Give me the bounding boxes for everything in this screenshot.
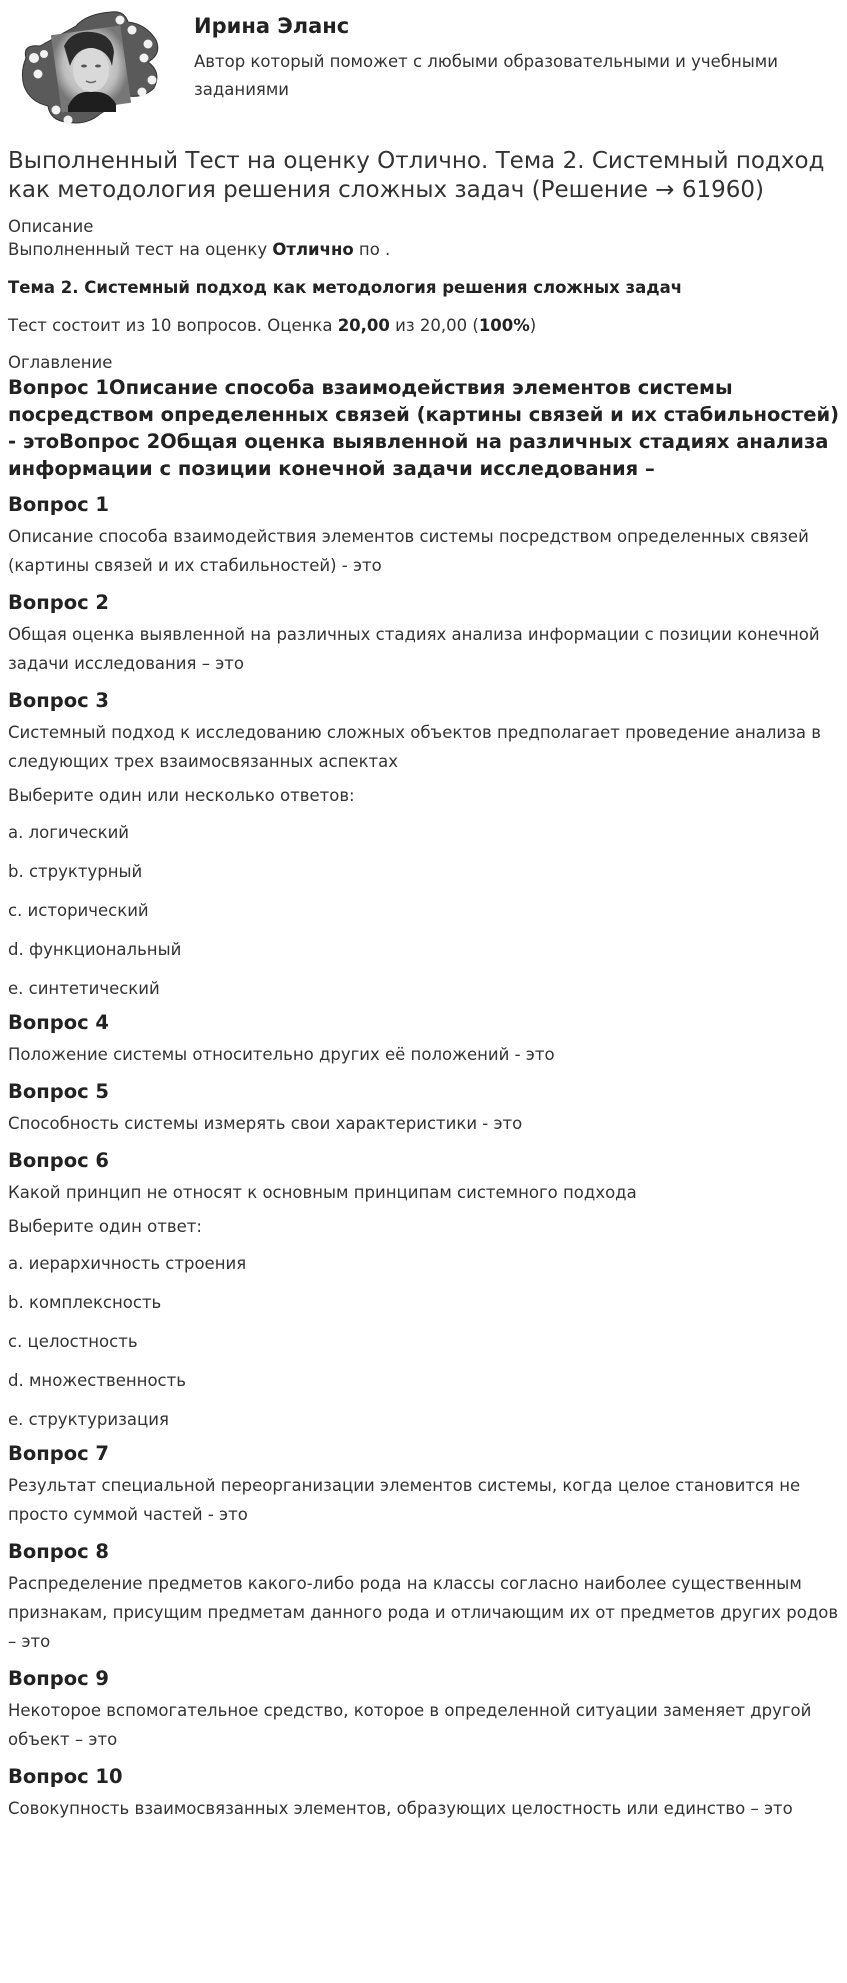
question-9 xyxy=(8,1666,839,1754)
question-text: Общая оценка выявленной на различных стадиях анализа информации с позиции конечной задачи исследования – это xyxy=(8,625,820,673)
question-text: Системный подход к исследованию сложных объектов предполагает проведение анализа в следующих трех взаимосвязанных аспектах xyxy=(8,723,821,771)
answer-options xyxy=(8,822,839,1000)
page-title: Выполненный Тест на оценку Отлично. Тема 2. Системный подход как методология решения сложных задач (Решение → 61960) xyxy=(8,148,825,203)
question-text: Какой принцип не относят к основным принципам системного подхода xyxy=(8,1183,637,1202)
question-title: Вопрос 7 xyxy=(8,1442,110,1465)
answer-option-a: a. иерархичность строения xyxy=(8,1254,247,1273)
question-10 xyxy=(8,1764,839,1823)
question-text: Положение системы относительно других её положений - это xyxy=(8,1045,555,1064)
description-suffix: по . xyxy=(353,240,391,259)
answer-option-b: b. комплексность xyxy=(8,1293,162,1312)
question-title: Вопрос 4 xyxy=(8,1011,110,1034)
description-text xyxy=(8,238,839,262)
question-title: Вопрос 8 xyxy=(8,1540,110,1563)
question-text: Распределение предметов какого-либо рода на классы согласно наиболее существенным признакам, присущим предметам данного рода и отличающим их от предметов других родов – это xyxy=(8,1574,839,1651)
question-title: Вопрос 1 xyxy=(8,493,110,516)
description-label: Описание xyxy=(8,217,94,236)
question-4 xyxy=(8,1010,839,1069)
info-suffix: ) xyxy=(529,316,537,335)
info-middle: из 20,00 ( xyxy=(389,316,479,335)
question-text: Результат специальной переорганизации элементов системы, когда целое становится не просто суммой частей - это xyxy=(8,1476,801,1524)
question-text: Совокупность взаимосвязанных элементов, образующих целостность или единство – это xyxy=(8,1799,793,1818)
question-7 xyxy=(8,1441,839,1529)
question-8 xyxy=(8,1539,839,1656)
question-text: Описание способа взаимодействия элементов системы посредством определенных связей (картины связей и их стабильностей) - это xyxy=(8,527,809,575)
question-title: Вопрос 10 xyxy=(8,1765,123,1788)
question-1 xyxy=(8,492,839,580)
toc-label: Оглавление xyxy=(8,353,113,372)
answer-option-e: e. структуризация xyxy=(8,1410,169,1429)
author-card xyxy=(8,0,839,128)
info-percent: 100% xyxy=(478,316,530,335)
question-title: Вопрос 3 xyxy=(8,689,110,712)
author-photo-icon xyxy=(16,6,160,126)
question-title: Вопрос 2 xyxy=(8,591,110,614)
answer-option-a: a. логический xyxy=(8,823,130,842)
question-text: Некоторое вспомогательное средство, которое в определенной ситуации заменяет другой объект – это xyxy=(8,1701,812,1749)
info-score: 20,00 xyxy=(337,316,390,335)
answer-option-d: d. функциональный xyxy=(8,940,182,959)
question-5 xyxy=(8,1079,839,1138)
question-title: Вопрос 9 xyxy=(8,1667,110,1690)
table-of-contents[interactable]: Вопрос 1Описание способа взаимодействия элементов системы посредством определенных связей (картины связей и их стабильностей) - этоВопрос 2Общая оценка выявленной на различных стадиях анализа информации с позиции конечной задачи исследования – xyxy=(8,376,840,480)
description-grade: Отлично xyxy=(272,240,354,259)
answer-option-c: c. целостность xyxy=(8,1332,138,1351)
description-prefix: Выполненный тест на оценку xyxy=(8,240,273,259)
question-title: Вопрос 5 xyxy=(8,1080,110,1103)
answer-option-c: c. исторический xyxy=(8,901,149,920)
author-name[interactable]: Ирина Эланс xyxy=(194,14,350,38)
answer-hint: Выберите один ответ: xyxy=(8,1217,202,1236)
question-text: Способность системы измерять свои характеристики - это xyxy=(8,1114,523,1133)
answer-option-b: b. структурный xyxy=(8,862,143,881)
info-prefix: Тест состоит из 10 вопросов. Оценка xyxy=(8,316,338,335)
answer-option-d: d. множественность xyxy=(8,1371,186,1390)
question-title: Вопрос 6 xyxy=(8,1149,110,1172)
answer-option-e: e. синтетический xyxy=(8,979,160,998)
test-info xyxy=(8,314,839,338)
author-avatar[interactable] xyxy=(16,6,160,126)
answer-options xyxy=(8,1253,839,1431)
theme-heading: Тема 2. Системный подход как методология решения сложных задач xyxy=(8,278,683,297)
question-2 xyxy=(8,590,839,678)
answer-hint: Выберите один или несколько ответов: xyxy=(8,786,355,805)
question-3 xyxy=(8,688,839,1000)
author-description: Автор который поможет с любыми образовательными и учебными заданиями xyxy=(194,52,778,99)
question-6 xyxy=(8,1148,839,1431)
